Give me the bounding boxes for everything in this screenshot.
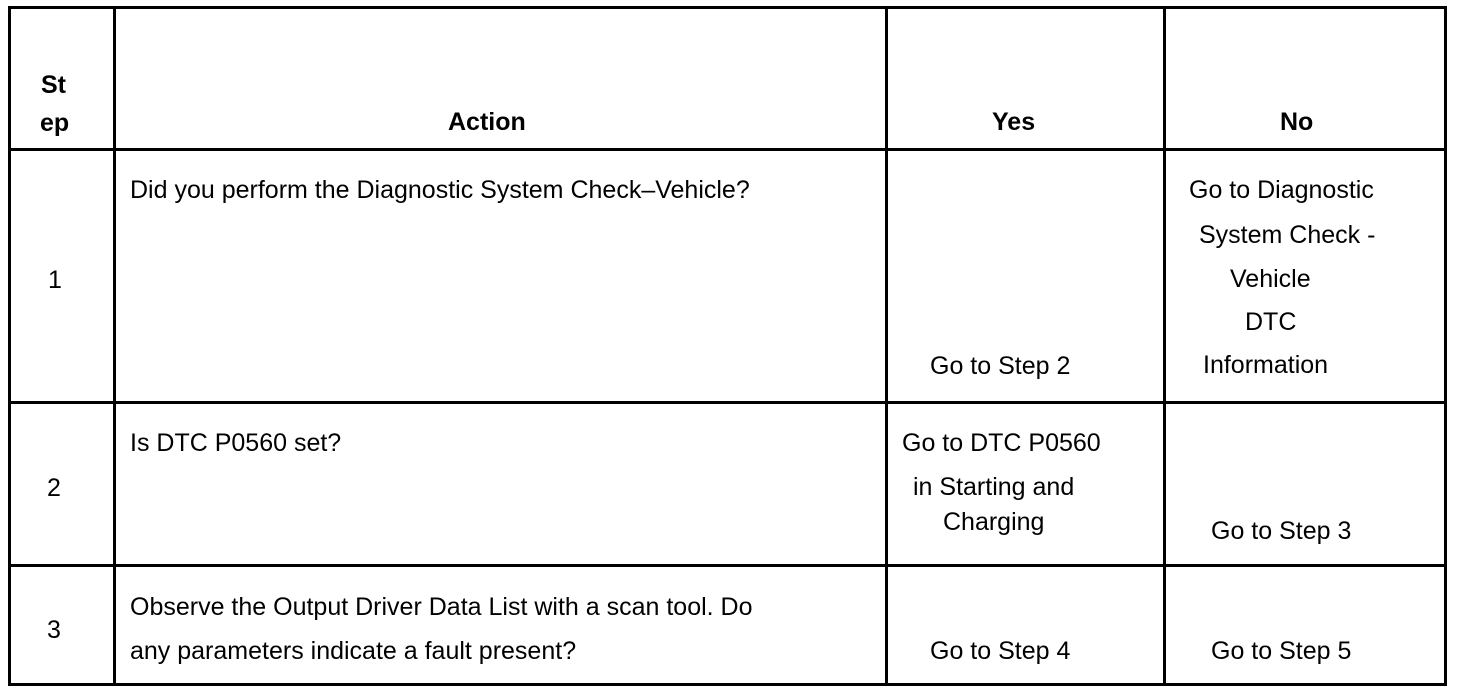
row-2-step-cell bbox=[8, 401, 116, 567]
header-yes-cell bbox=[885, 6, 1166, 151]
row-1-no-line1: Go to Diagnostic bbox=[1189, 176, 1374, 204]
row-1-action-cell bbox=[113, 148, 888, 404]
row-3-action-cell bbox=[113, 564, 888, 686]
row-2-no-line1: Go to Step 3 bbox=[1211, 517, 1352, 545]
row-3-step: 3 bbox=[47, 616, 61, 644]
header-step-cell bbox=[8, 6, 116, 151]
row-1-yes-cell bbox=[885, 148, 1166, 404]
row-1-no-line3: Vehicle bbox=[1230, 265, 1311, 293]
header-no: No bbox=[1280, 108, 1314, 136]
row-1-action-line1: Did you perform the Diagnostic System Check–Vehicle? bbox=[130, 176, 750, 204]
header-no-cell bbox=[1163, 6, 1447, 151]
header-step-line1: St bbox=[41, 71, 66, 99]
header-action-cell bbox=[113, 6, 888, 151]
row-3-action-line2: any parameters indicate a fault present? bbox=[130, 637, 577, 665]
row-2-action-line1: Is DTC P0560 set? bbox=[130, 429, 342, 457]
row-3-yes-cell bbox=[885, 564, 1166, 686]
row-1-no-line4: DTC bbox=[1245, 308, 1297, 336]
row-3-yes-line1: Go to Step 4 bbox=[930, 637, 1071, 665]
header-yes: Yes bbox=[992, 108, 1036, 136]
row-3-step-cell bbox=[8, 564, 116, 686]
row-2-step: 2 bbox=[47, 474, 61, 502]
row-2-yes-line1: Go to DTC P0560 bbox=[902, 429, 1101, 457]
row-2-yes-line3: Charging bbox=[943, 508, 1045, 536]
row-3-action-line1: Observe the Output Driver Data List with a scan tool. Do bbox=[130, 593, 753, 621]
row-2-no-cell bbox=[1163, 401, 1447, 567]
row-1-no-line2: System Check - bbox=[1199, 221, 1376, 249]
row-1-step-cell bbox=[8, 148, 116, 404]
row-3-no-cell bbox=[1163, 564, 1447, 686]
row-2-action-cell bbox=[113, 401, 888, 567]
row-2-yes-line2: in Starting and bbox=[913, 473, 1075, 501]
header-step-line2: ep bbox=[40, 109, 70, 137]
row-1-step: 1 bbox=[48, 266, 62, 294]
header-action: Action bbox=[448, 108, 526, 136]
row-1-no-cell bbox=[1163, 148, 1447, 404]
row-1-yes-line1: Go to Step 2 bbox=[930, 352, 1071, 380]
row-3-no-line1: Go to Step 5 bbox=[1211, 637, 1352, 665]
row-2-yes-cell bbox=[885, 401, 1166, 567]
row-1-no-line5: Information bbox=[1203, 351, 1329, 379]
